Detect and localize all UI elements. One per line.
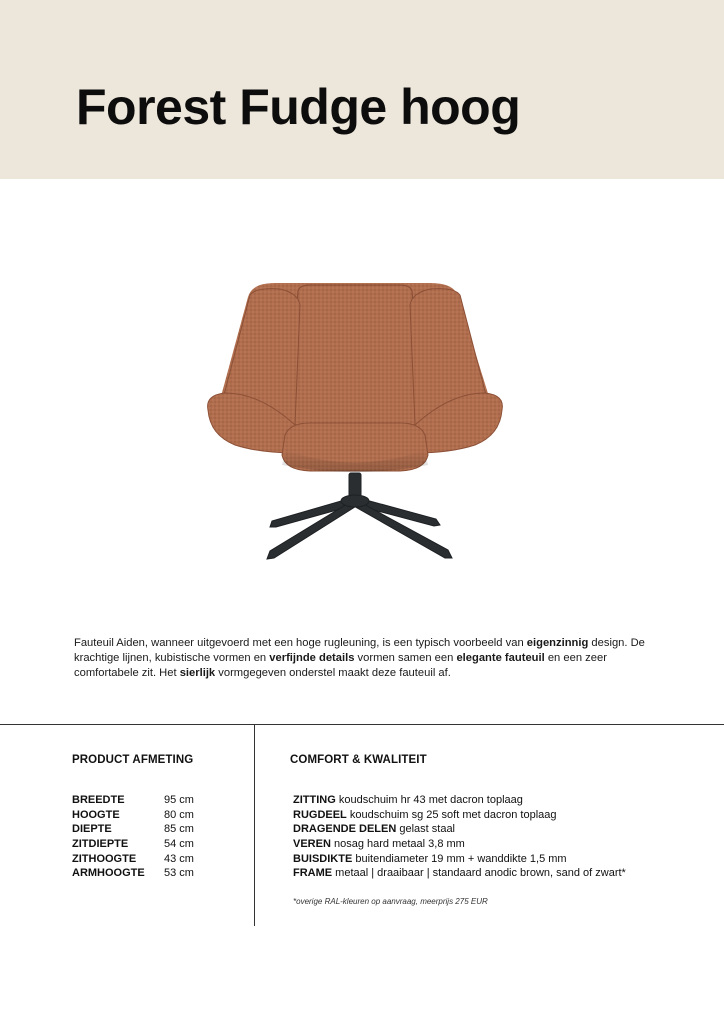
intro-text: vormgegeven onderstel maakt deze fauteuil af. bbox=[215, 667, 451, 679]
spec-row bbox=[293, 793, 713, 808]
intro-text: vormen samen een bbox=[354, 652, 457, 664]
chair-body bbox=[208, 283, 503, 472]
chair-image bbox=[200, 275, 510, 570]
spec-label: ZITTING bbox=[293, 794, 336, 806]
spec-value: koudschuim hr 43 met dacron toplaag bbox=[338, 794, 523, 806]
intro-text: design. De krachtige lijnen, kubistische vormen en bbox=[74, 637, 645, 664]
chair-base bbox=[267, 473, 452, 559]
intro-text: en een zeer comfortabele zit. Het bbox=[74, 652, 607, 679]
horizontal-divider bbox=[0, 724, 724, 725]
intro-bold-text: verfijnde details bbox=[269, 652, 355, 664]
comfort-spec-list bbox=[293, 793, 713, 881]
spec-value: koudschuim sg 25 soft met dacron toplaag bbox=[349, 808, 557, 821]
dimension-value: 80 cm bbox=[164, 808, 194, 821]
spec-value: buitendiameter 19 mm + wanddikte 1,5 mm bbox=[355, 852, 567, 865]
page-title: Forest Fudge hoog bbox=[76, 79, 521, 135]
spec-label: RUGDEEL bbox=[293, 808, 347, 821]
dimensions-table bbox=[72, 793, 242, 881]
dimension-row bbox=[72, 808, 242, 823]
dimension-label: DIEPTE bbox=[72, 823, 112, 836]
product-description bbox=[74, 636, 654, 681]
spec-label: FRAME bbox=[293, 867, 333, 880]
dimension-value: 54 cm bbox=[164, 838, 194, 851]
intro-bold-text: elegante fauteuil bbox=[456, 652, 545, 664]
dimension-row bbox=[72, 793, 242, 808]
dimension-label: ZITHOOGTE bbox=[72, 852, 137, 865]
spec-row bbox=[293, 852, 713, 867]
spec-row bbox=[293, 837, 713, 852]
spec-row bbox=[293, 808, 713, 823]
dimension-value: 95 cm bbox=[164, 794, 194, 806]
intro-bold-text: sierlijk bbox=[179, 667, 216, 679]
intro-bold-text: eigenzinnig bbox=[526, 637, 589, 649]
comfort-heading: COMFORT & KWALITEIT bbox=[290, 754, 427, 766]
footnote: *overige RAL-kleuren op aanvraag, meerprijs 275 EUR bbox=[293, 897, 488, 906]
dimensions-heading: PRODUCT AFMETING bbox=[72, 754, 194, 766]
dimension-label: HOOGTE bbox=[72, 808, 120, 821]
vertical-divider bbox=[254, 724, 255, 926]
dimension-label: BREEDTE bbox=[72, 794, 125, 806]
header-banner bbox=[0, 0, 724, 179]
spec-label: VEREN bbox=[293, 838, 331, 851]
dimension-value: 85 cm bbox=[164, 823, 194, 836]
dimension-label: ARMHOOGTE bbox=[72, 867, 145, 880]
dimension-value: 43 cm bbox=[164, 852, 194, 865]
dimension-row bbox=[72, 852, 242, 867]
dimension-row bbox=[72, 866, 242, 881]
dimension-value: 53 cm bbox=[164, 867, 194, 880]
dimension-row bbox=[72, 822, 242, 837]
spec-row bbox=[293, 866, 713, 881]
spec-row bbox=[293, 822, 713, 837]
intro-text: Fauteuil Aiden, wanneer uitgevoerd met een hoge rugleuning, is een typisch voorbeeld van bbox=[74, 637, 527, 649]
spec-value: nosag hard metaal 3,8 mm bbox=[333, 838, 465, 851]
spec-label: DRAGENDE DELEN bbox=[293, 823, 397, 836]
spec-label: BUISDIKTE bbox=[293, 852, 353, 865]
spec-value: gelast staal bbox=[399, 823, 456, 836]
dimension-row bbox=[72, 837, 242, 852]
dimension-label: ZITDIEPTE bbox=[72, 838, 129, 851]
spec-value: metaal | draaibaar | standaard anodic brown, sand of zwart* bbox=[335, 867, 626, 880]
